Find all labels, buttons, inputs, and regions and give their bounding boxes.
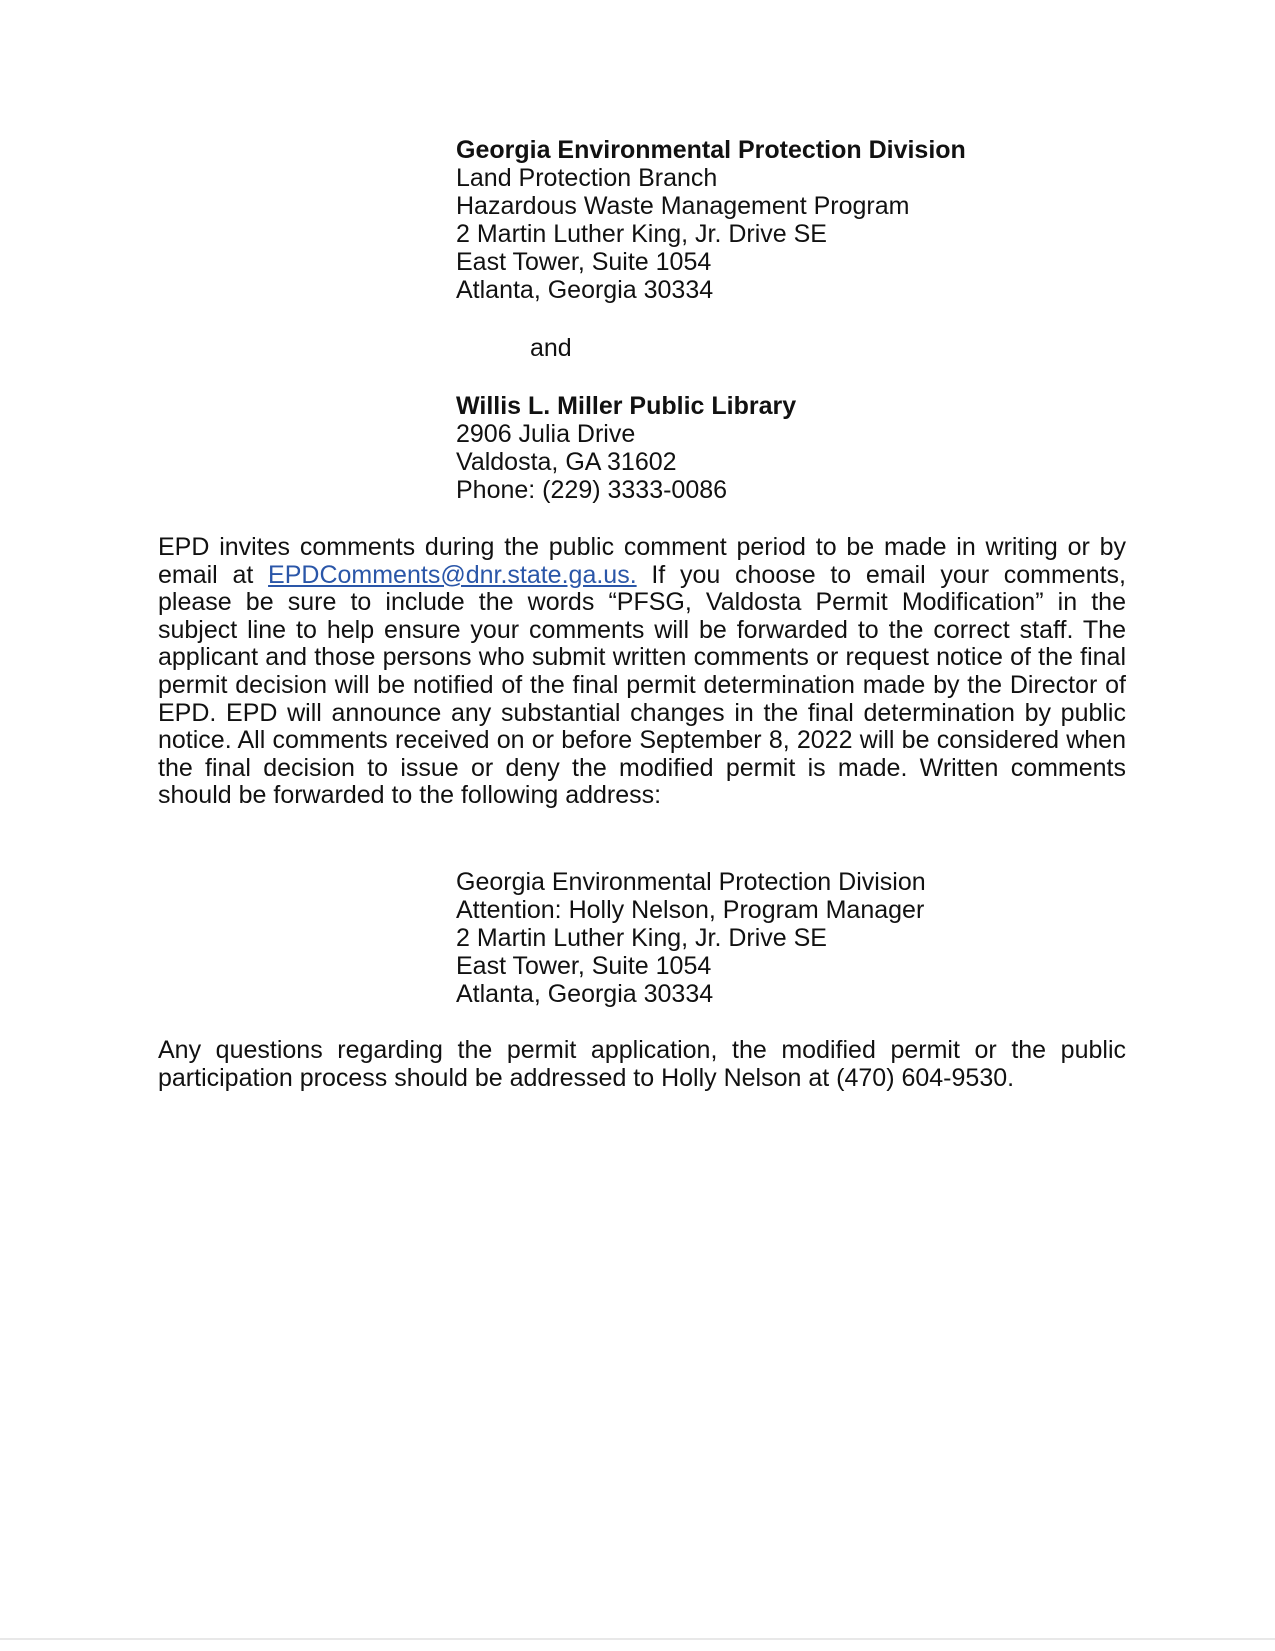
connector-and: and [530, 334, 572, 362]
written-comments-address-block [456, 868, 926, 1008]
epd-address-suite: East Tower, Suite 1054 [456, 248, 712, 276]
email-link[interactable]: EPDComments@dnr.state.ga.us. [268, 560, 637, 589]
epd-address-name: Georgia Environmental Protection Division [456, 136, 966, 164]
library-city: Valdosta, GA 31602 [456, 448, 677, 476]
questions-paragraph: Any questions regarding the permit application, the modified permit or the public participation process should be addressed to Holly Nelson at (470) 604-9530. [158, 1036, 1126, 1092]
library-street: 2906 Julia Drive [456, 420, 636, 448]
epd-address-street: 2 Martin Luther King, Jr. Drive SE [456, 220, 827, 248]
epd-address-branch: Land Protection Branch [456, 164, 718, 192]
library-name: Willis L. Miller Public Library [456, 392, 797, 420]
comment-text-before-email: EPD invites comments during the public comment period to be made in writing or by email at [158, 533, 1126, 589]
page-bottom-edge [0, 1638, 1275, 1640]
epd-address-block [456, 136, 966, 304]
comment-text-after-email: If you choose to email your comments, please be sure to include the words “PFSG, Valdosta Permit Modification” in the subject line to help ensure your comments will be forwarded to the correct staff. The applicant and those persons who submit written comments or request notice of the final permit decision will be notified of the final permit determination made by the Director of EPD. EPD will announce any substantial changes in the final determination by public notice. All comments received on or before September 8, 2022 will be considered when the final decision to issue or deny the modified permit is made. Written comments should be forwarded to the following address: [158, 560, 1126, 810]
library-phone: Phone: (229) 3333-0086 [456, 476, 728, 504]
written-address-attention: Attention: Holly Nelson, Program Manager [456, 896, 925, 924]
epd-address-program: Hazardous Waste Management Program [456, 192, 910, 220]
written-address-street: 2 Martin Luther King, Jr. Drive SE [456, 924, 827, 952]
epd-address-city: Atlanta, Georgia 30334 [456, 276, 714, 304]
library-address-block [456, 392, 796, 504]
written-address-name: Georgia Environmental Protection Division [456, 868, 926, 896]
comment-instructions-paragraph [158, 534, 1126, 810]
written-address-city: Atlanta, Georgia 30334 [456, 980, 714, 1008]
written-address-suite: East Tower, Suite 1054 [456, 952, 712, 980]
